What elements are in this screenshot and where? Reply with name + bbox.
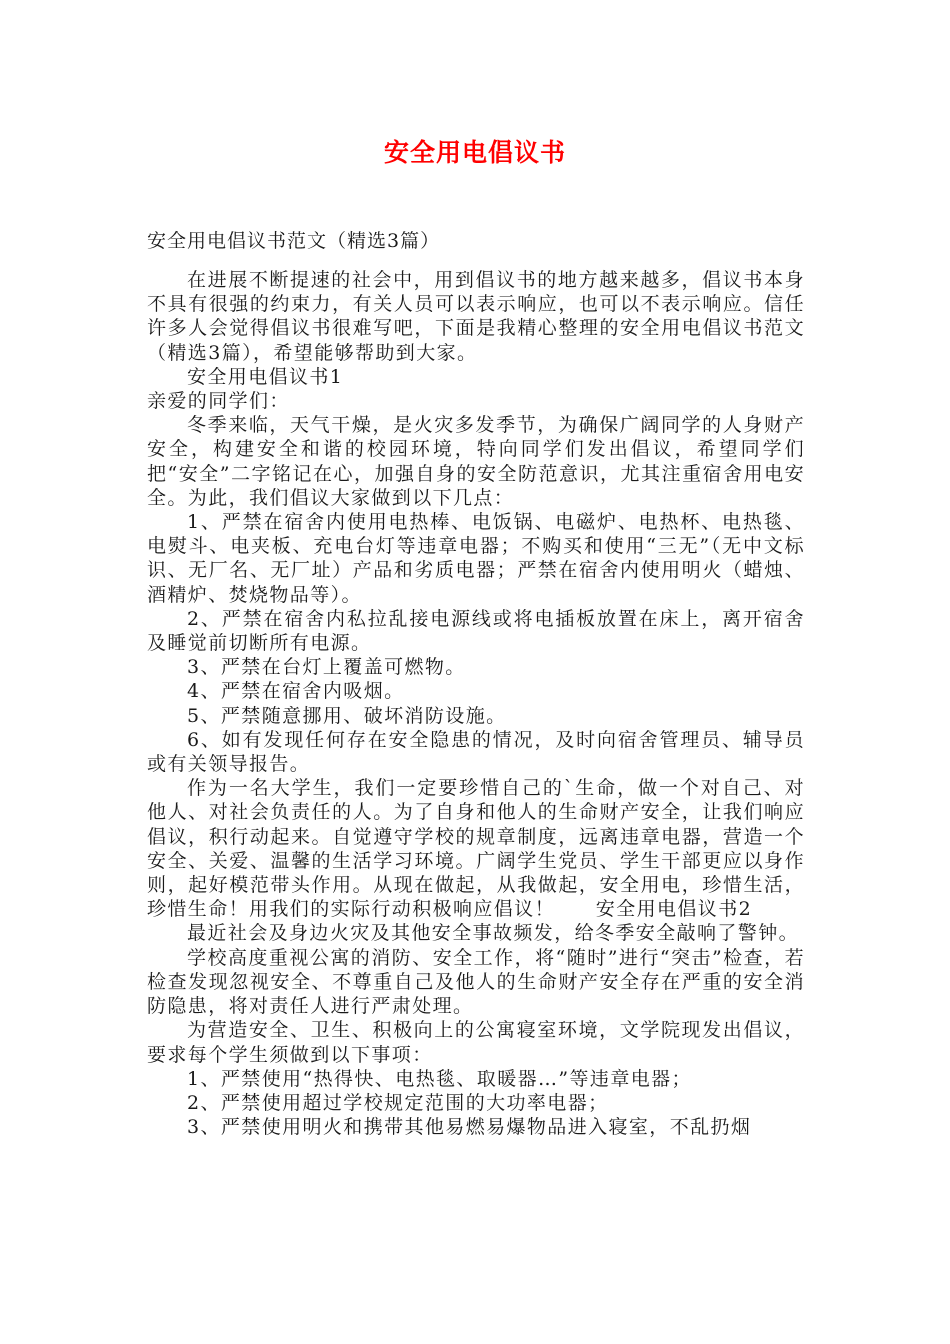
paragraph: 最近社会及身边火灾及其他安全事故频发，给冬季安全敲响了警钟。	[187, 922, 800, 945]
paragraph: 1、严禁使用“热得快、电热毯、取暖器…”等违章电器；	[187, 1067, 692, 1090]
paragraph: 1、严禁在宿舍内使用电热棒、电饭锅、电磁炉、电热杯、电热毯、电熨斗、电夹板、充电台灯等违章电器；不购买和使用“三无”（无中文标识、无厂名、无厂址）产品和劣质电器；严禁在宿舍内使用明火（蜡烛、酒精炉、焚烧物品等）。	[147, 511, 805, 606]
paragraph: 4、严禁在宿舍内吸烟。	[187, 680, 405, 703]
paragraph: 安全用电倡议书1	[187, 365, 344, 388]
paragraph: 3、严禁在台灯上覆盖可燃物。	[187, 656, 466, 679]
document-title: 安全用电倡议书	[383, 138, 566, 167]
document-subtitle: 安全用电倡议书范文（精选3篇）	[147, 230, 441, 252]
paragraph: 5、严禁随意挪用、破坏消防设施。	[187, 704, 507, 727]
paragraph: 2、严禁在宿舍内私拉乱接电源线或将电插板放置在床上，离开宿舍及睡觉前切断所有电源。	[147, 607, 805, 655]
paragraph: 2、严禁使用超过学校规定范围的大功率电器；	[187, 1091, 609, 1114]
document-body	[147, 268, 805, 1139]
paragraph: 3、严禁使用明火和携带其他易燃易爆物品进入寝室，不乱扔烟	[187, 1116, 752, 1139]
paragraph: 在进展不断提速的社会中，用到倡议书的地方越来越多，倡议书本身不具有很强的约束力，有关人员可以表示响应，也可以不表示响应。信任许多人会觉得倡议书很难写吧，下面是我精心整理的安全用电倡议书范文（精选3篇），希望能够帮助到大家。	[147, 269, 805, 364]
paragraph: 作为一名大学生，我们一定要珍惜自己的`生命，做一个对自己、对他人、对社会负责任的人。为了自身和他人的生命财产安全，让我们响应倡议，积行动起来。自觉遵守学校的规章制度，远离违章电器，营造一个安全、关爱、温馨的生活学习环境。广阔学生党员、学生干部更应以身作则，起好模范带头作用。从现在做起，从我做起，安全用电，珍惜生活，珍惜生命！用我们的实际行动积极响应倡议！ 安全用电倡议书2	[147, 777, 805, 921]
paragraph: 冬季来临，天气干燥，是火灾多发季节，为确保广阔同学的人身财产安全，构建安全和谐的校园环境，特向同学们发出倡议，希望同学们把“安全”二字铭记在心，加强自身的安全防范意识，尤其注重宿舍用电安全。为此，我们倡议大家做到以下几点：	[147, 414, 805, 509]
paragraph: 学校高度重视公寓的消防、安全工作，将“随时”进行“突击”检查，若检查发现忽视安全、不尊重自己及他人的生命财产安全存在严重的安全消防隐患，将对责任人进行严肃处理。	[147, 946, 805, 1018]
paragraph: 为营造安全、卫生、积极向上的公寓寝室环境，文学院现发出倡议，要求每个学生须做到以下事项：	[147, 1019, 805, 1066]
paragraph: 6、如有发现任何存在安全隐患的情况，及时向宿舍管理员、辅导员或有关领导报告。	[147, 728, 805, 776]
paragraph: 亲爱的同学们：	[147, 390, 290, 413]
